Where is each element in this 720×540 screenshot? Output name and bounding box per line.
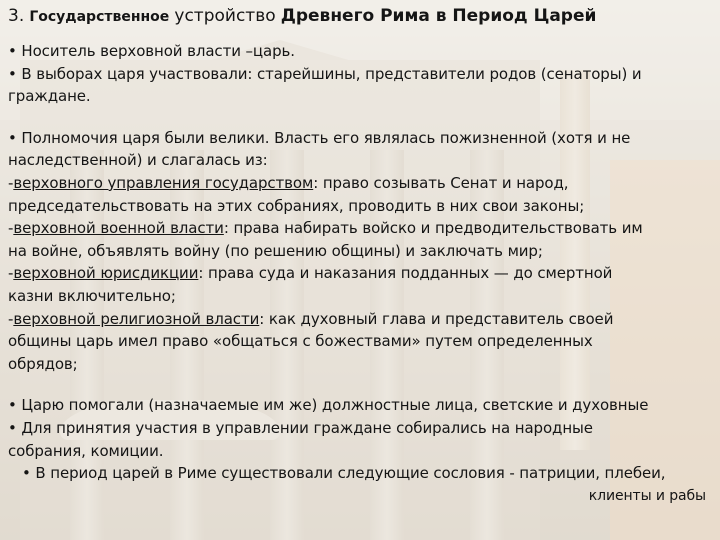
- p2-item3: [8, 262, 714, 285]
- item4-term: верховной религиозной власти: [13, 309, 260, 328]
- p3-line5: клиенты и рабы: [588, 487, 706, 504]
- p3-line1: • Царю помогали (назначаемые им же) должностные лица, светские и духовные: [8, 396, 649, 415]
- item4-rest: : как духовный глава и представитель своей: [259, 309, 614, 328]
- p3-line3: собрания, комиции.: [8, 441, 164, 460]
- title-small-word: Государственное: [29, 9, 170, 25]
- p2-line2: наследственной) и слагалась из:: [8, 151, 268, 170]
- p2-item2-line2: на войне, объявлять войну (по решению общины) и заключать мир;: [8, 241, 543, 260]
- p3-line2: • Для принятия участия в управлении граждане собирались на народные: [8, 418, 593, 437]
- item3-rest: : права суда и наказания подданных — до смертной: [198, 264, 613, 283]
- p1-line2: • В выборах царя участвовали: старейшины, представители родов (сенаторы) и: [8, 64, 642, 83]
- item1-prefix: -: [8, 173, 14, 192]
- p3-line4: • В период царей в Риме существовали следующие сословия - патриции, плебеи,: [22, 464, 666, 483]
- paragraph-gap: [8, 108, 714, 127]
- item1-rest: : право созывать Сенат и народ,: [313, 173, 569, 192]
- p2-item4-line2: общины царь имел право «общаться с божествами» путем определенных: [8, 332, 593, 351]
- p2-item3-line2: казни включительно;: [8, 286, 176, 305]
- item1-term: верховного управления государством: [13, 173, 314, 192]
- title-middle: устройство: [174, 6, 276, 26]
- item4-prefix: -: [8, 309, 14, 328]
- item3-prefix: -: [8, 264, 14, 283]
- p1-line1: • Носитель верховной власти –царь.: [8, 42, 295, 60]
- paragraph-gap: [8, 375, 714, 394]
- p1-line3: граждане.: [8, 87, 91, 106]
- title-bold-rest: Древнего Рима в Период Царей: [280, 6, 597, 26]
- p2-item1: [8, 172, 714, 195]
- p2-item4: [8, 308, 714, 331]
- p2-item2: [8, 217, 714, 240]
- slide-body: [8, 40, 714, 507]
- item2-rest: : права набирать войско и предводительствовать им: [223, 219, 643, 238]
- title-number: 3.: [8, 6, 25, 26]
- p2-item4-line3: обрядов;: [8, 354, 78, 373]
- p2-item1-line2: председательствовать на этих собраниях, проводить в них свои законы;: [8, 196, 585, 215]
- p2-line1: • Полномочия царя были велики. Власть его являлась пожизненной (хотя и не: [8, 128, 631, 147]
- slide-title: [8, 6, 714, 36]
- item2-term: верховной военной власти: [13, 219, 224, 238]
- item3-term: верховной юрисдикции: [13, 264, 199, 283]
- item2-prefix: -: [8, 219, 14, 238]
